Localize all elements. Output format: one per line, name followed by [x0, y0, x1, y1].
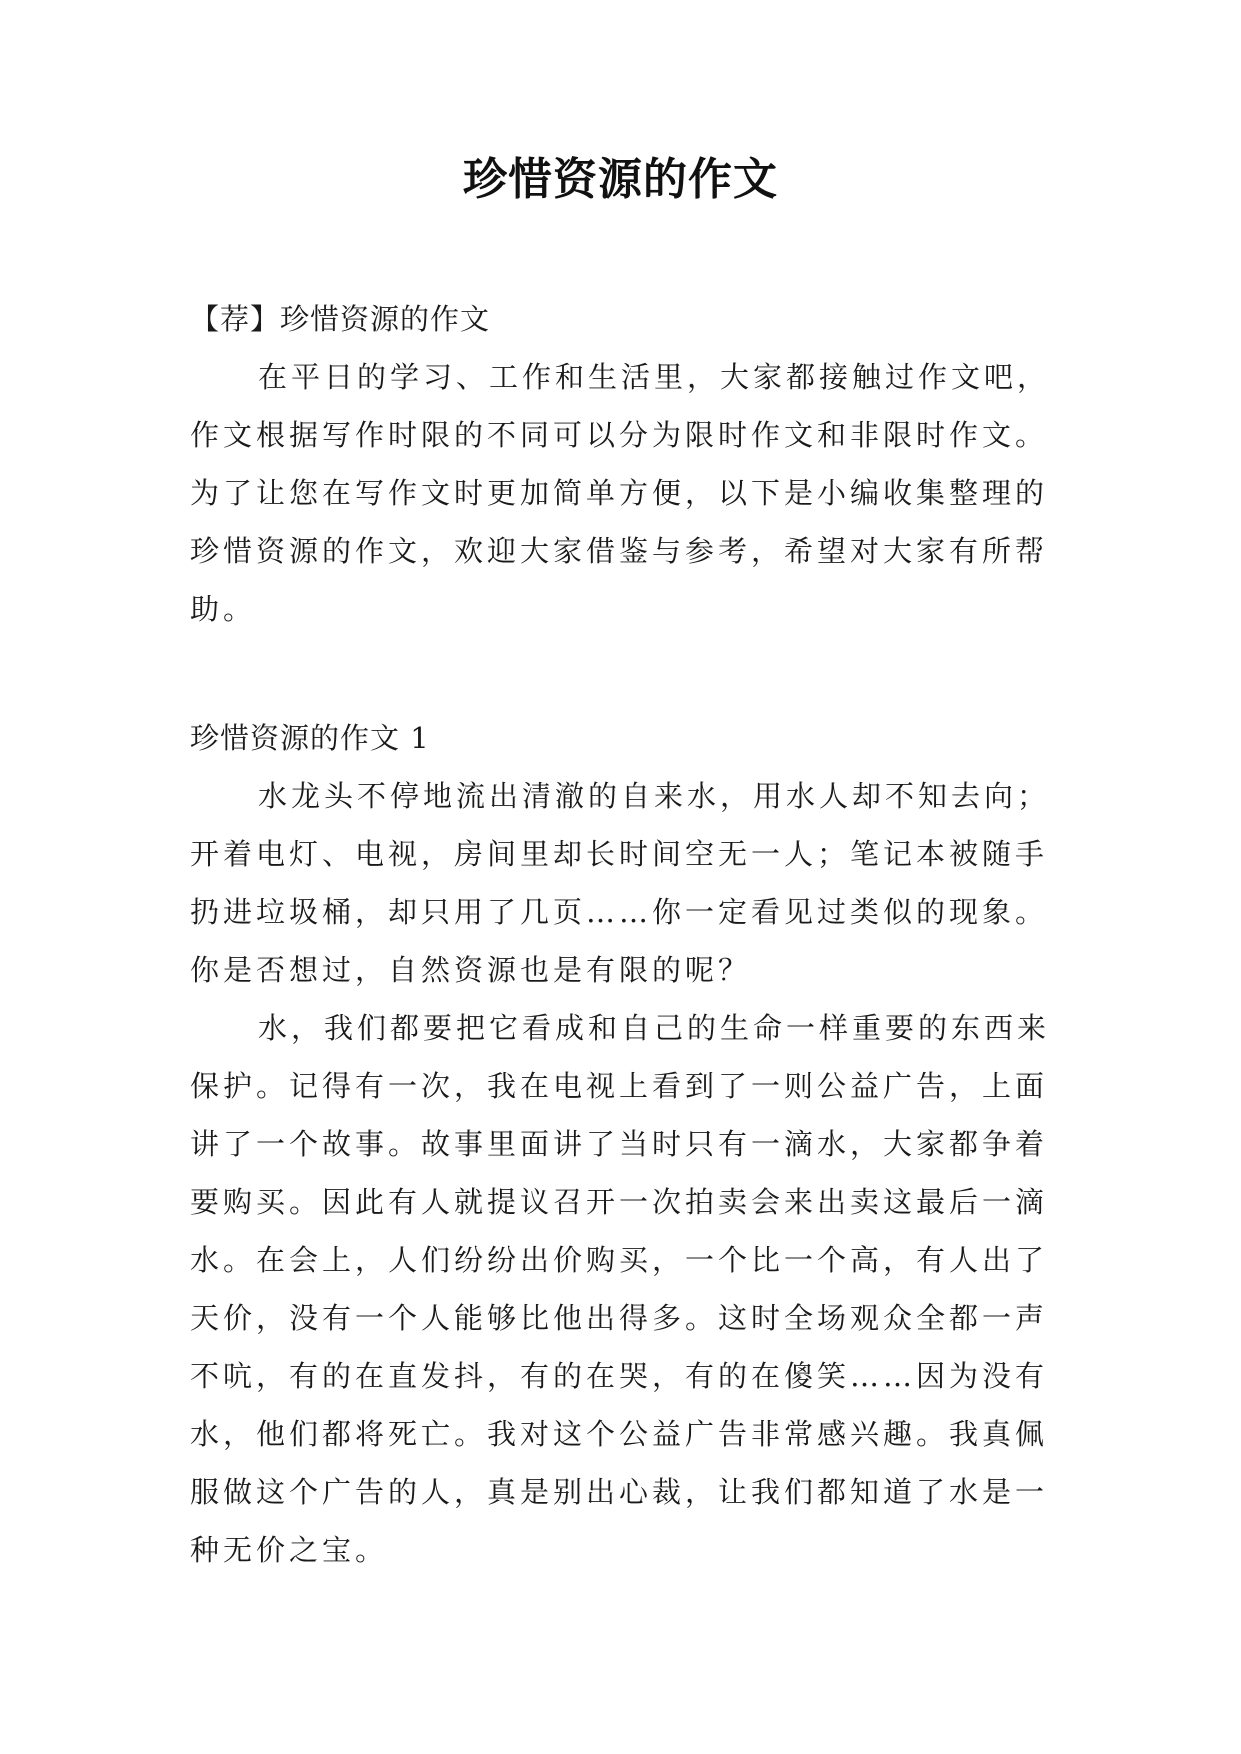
paragraph-line: 服做这个广告的人，真是别出心裁，让我们都知道了水是一	[190, 1475, 1049, 1509]
document-body	[190, 290, 1070, 1579]
paragraph-line: 讲了一个故事。故事里面讲了当时只有一滴水，大家都争着	[190, 1127, 1049, 1161]
paragraph-line: 水。在会上，人们纷纷出价购买，一个比一个高，有人出了	[190, 1243, 1049, 1277]
paragraph-line: 天价，没有一个人能够比他出得多。这时全场观众全都一声	[190, 1301, 1049, 1335]
paragraph-1	[190, 767, 1070, 999]
document-title: 珍惜资源的作文	[463, 154, 778, 205]
intro-paragraph	[190, 348, 1070, 638]
paragraph-line: 要购买。因此有人就提议召开一次拍卖会来出卖这最后一滴	[190, 1185, 1049, 1219]
intro-line: 助。	[190, 592, 257, 626]
paragraph-line: 开着电灯、电视，房间里却长时间空无一人；笔记本被随手	[190, 837, 1049, 871]
paragraph-line: 种无价之宝。	[190, 1533, 389, 1567]
paragraph-line: 扔进垃圾桶，却只用了几页……你一定看见过类似的现象。	[190, 895, 1049, 929]
intro-line: 作文根据写作时限的不同可以分为限时作文和非限时作文。	[190, 418, 1049, 452]
intro-line: 珍惜资源的作文，欢迎大家借鉴与参考，希望对大家有所帮	[190, 534, 1049, 568]
intro-line: 为了让您在写作文时更加简单方便，以下是小编收集整理的	[190, 476, 1049, 510]
paragraph-2	[190, 999, 1070, 1579]
intro-heading: 【荐】珍惜资源的作文	[190, 302, 491, 336]
paragraph-line: 水龙头不停地流出清澈的自来水，用水人却不知去向；	[258, 779, 1051, 813]
paragraph-line: 水，他们都将死亡。我对这个公益广告非常感兴趣。我真佩	[190, 1417, 1049, 1451]
section-spacer	[190, 638, 1070, 709]
paragraph-line: 保护。记得有一次，我在电视上看到了一则公益广告，上面	[190, 1069, 1049, 1103]
paragraph-line: 水，我们都要把它看成和自己的生命一样重要的东西来	[258, 1011, 1051, 1045]
intro-line: 在平日的学习、工作和生活里，大家都接触过作文吧，	[258, 360, 1051, 394]
section-heading: 珍惜资源的作文 1	[190, 721, 430, 755]
paragraph-line: 你是否想过，自然资源也是有限的呢？	[190, 953, 752, 987]
paragraph-line: 不吭，有的在直发抖，有的在哭，有的在傻笑……因为没有	[190, 1359, 1049, 1393]
